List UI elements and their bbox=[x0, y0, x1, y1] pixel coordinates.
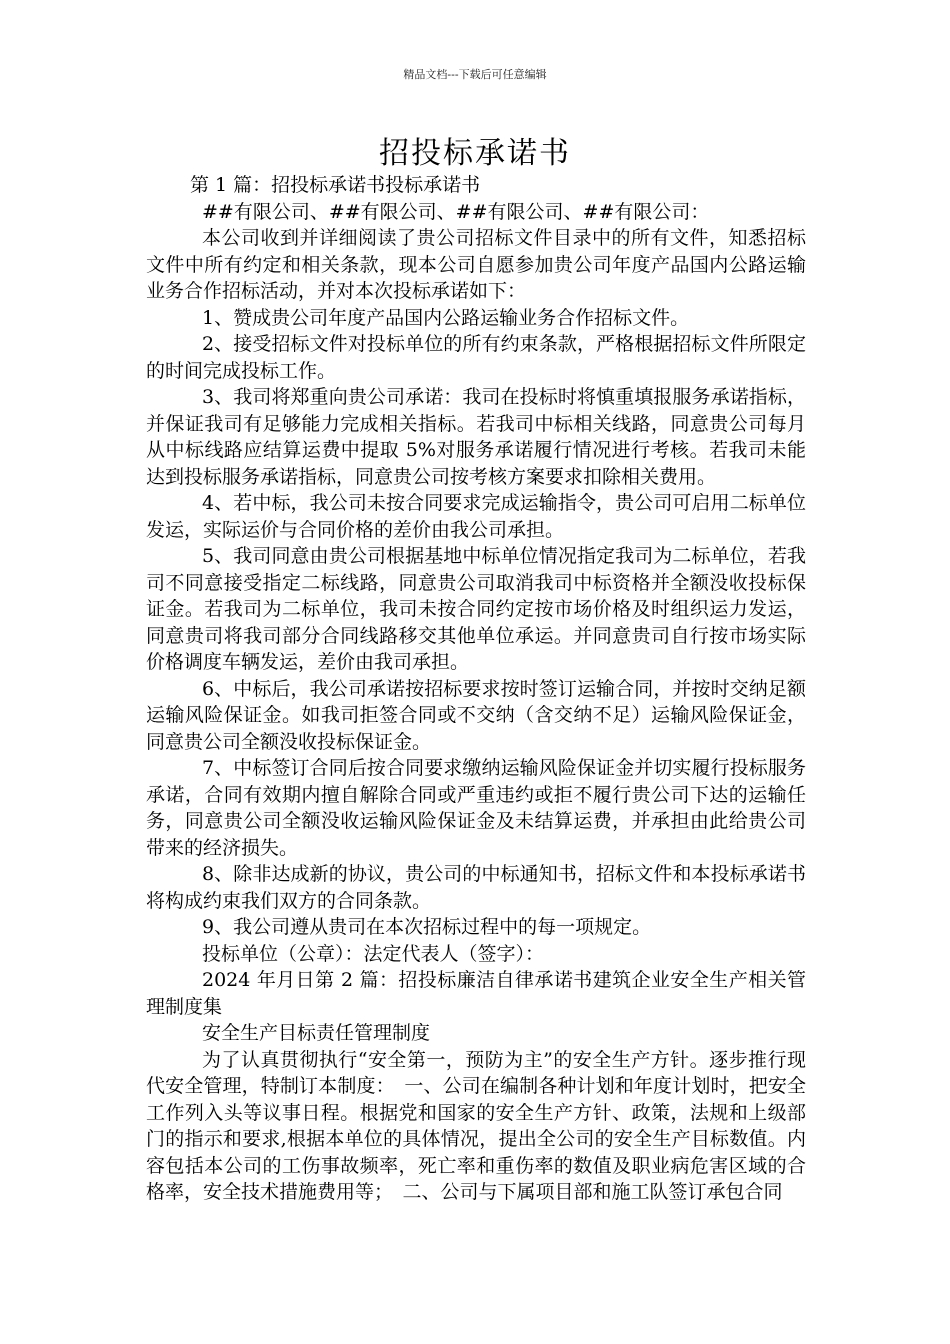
safety-policy-paragraph: 为了认真贯彻执行“安全第一，预防为主”的安全生产方针。逐步推行现代安全管理，特制订本制度： 一、公司在编制各种计划和年度计划时，把安全工作列入头等议事日程。根据党和国家的安全生产方针、政策，法规和上级部门的指示和要求,根据本单位的具体情况，提出全公司的安全生产目标数值。内容包括本公司的工伤事故频率，死亡率和重伤率的数值及职业病危害区域的合格率，安全技术措施费用等； 二、公司与下属项目部和施工队签订承包合同 bbox=[146, 1048, 806, 1203]
clause-2: 2、接受招标文件对投标单位的所有约束条款，严格根据招标文件所限定的时间完成投标工作。 bbox=[146, 333, 806, 382]
clause-6: 6、中标后，我公司承诺按招标要求按时签订运输合同，并按时交纳足额运输风险保证金。如我司拒签合同或不交纳（含交纳不足）运输风险保证金，同意贵公司全额没收投标保证金。 bbox=[146, 677, 806, 753]
clause-5: 5、我司同意由贵公司根据基地中标单位情况指定我司为二标单位，若我司不同意接受指定二标线路，同意贵公司取消我司中标资格并全额没收投标保证金。若我司为二标单位，我司未按合同约定按市场价格及时组织运力发运，同意贵司将我司部分合同线路移交其他单位承运。并同意贵司自行按市场实际价格调度车辆发运，差价由我司承担。 bbox=[146, 545, 806, 673]
clause-9: 9、我公司遵从贵司在本次招标过程中的每一项规定。 bbox=[202, 916, 652, 938]
document-title: 招投标承诺书 bbox=[379, 136, 571, 171]
intro-paragraph: 本公司收到并详细阅读了贵公司招标文件目录中的所有文件，知悉招标文件中所有约定和相关条款，现本公司自愿参加贵公司年度产品国内公路运输业务合作招标活动，并对本次投标承诺如下： bbox=[146, 227, 806, 302]
section-heading-1: 第 1 篇：招投标承诺书投标承诺书 bbox=[190, 174, 481, 196]
clause-1: 1、赞成贵公司年度产品国内公路运输业务合作招标文件。 bbox=[202, 306, 690, 329]
header-note: 精品文档---下载后可任意编辑 bbox=[403, 68, 547, 81]
clause-4: 4、若中标，我公司未按合同要求完成运输指令，贵公司可启用二标单位发运，实际运价与合同价格的差价由我公司承担。 bbox=[146, 492, 806, 541]
clause-7: 7、中标签订合同后按合同要求缴纳运输风险保证金并切实履行投标服务承诺，合同有效期内擅自解除合同或严重违约或拒不履行贵公司下达的运输任务，同意贵公司全额没收运输风险保证金及未结算运费，并承担由此给贵公司带来的经济损失。 bbox=[146, 757, 806, 859]
clause-8: 8、除非达成新的协议，贵公司的中标通知书，招标文件和本投标承诺书将构成约束我们双方的合同条款。 bbox=[146, 863, 806, 912]
signature-line: 投标单位（公章）：法定代表人（签字）： bbox=[202, 942, 545, 965]
clause-3: 3、我司将郑重向贵公司承诺：我司在投标时将慎重填报服务承诺指标，并保证我司有足够能力完成相关指标。若我司中标相关线路，同意贵公司每月从中标线路应结算运费中提取 5%对服务承诺履行情况进行考核。若我司未能达到投标服务承诺指标，同意贵公司按考核方案要求扣除相关费用。 bbox=[146, 386, 806, 488]
date-and-section-heading-2: 2024 年月日第 2 篇：招投标廉洁自律承诺书建筑企业安全生产相关管理制度集 bbox=[146, 969, 806, 1018]
document-body bbox=[146, 172, 806, 1206]
addressee-line: ##有限公司、##有限公司、##有限公司、##有限公司： bbox=[202, 200, 710, 223]
subsection-heading: 安全生产目标责任管理制度 bbox=[202, 1022, 431, 1044]
